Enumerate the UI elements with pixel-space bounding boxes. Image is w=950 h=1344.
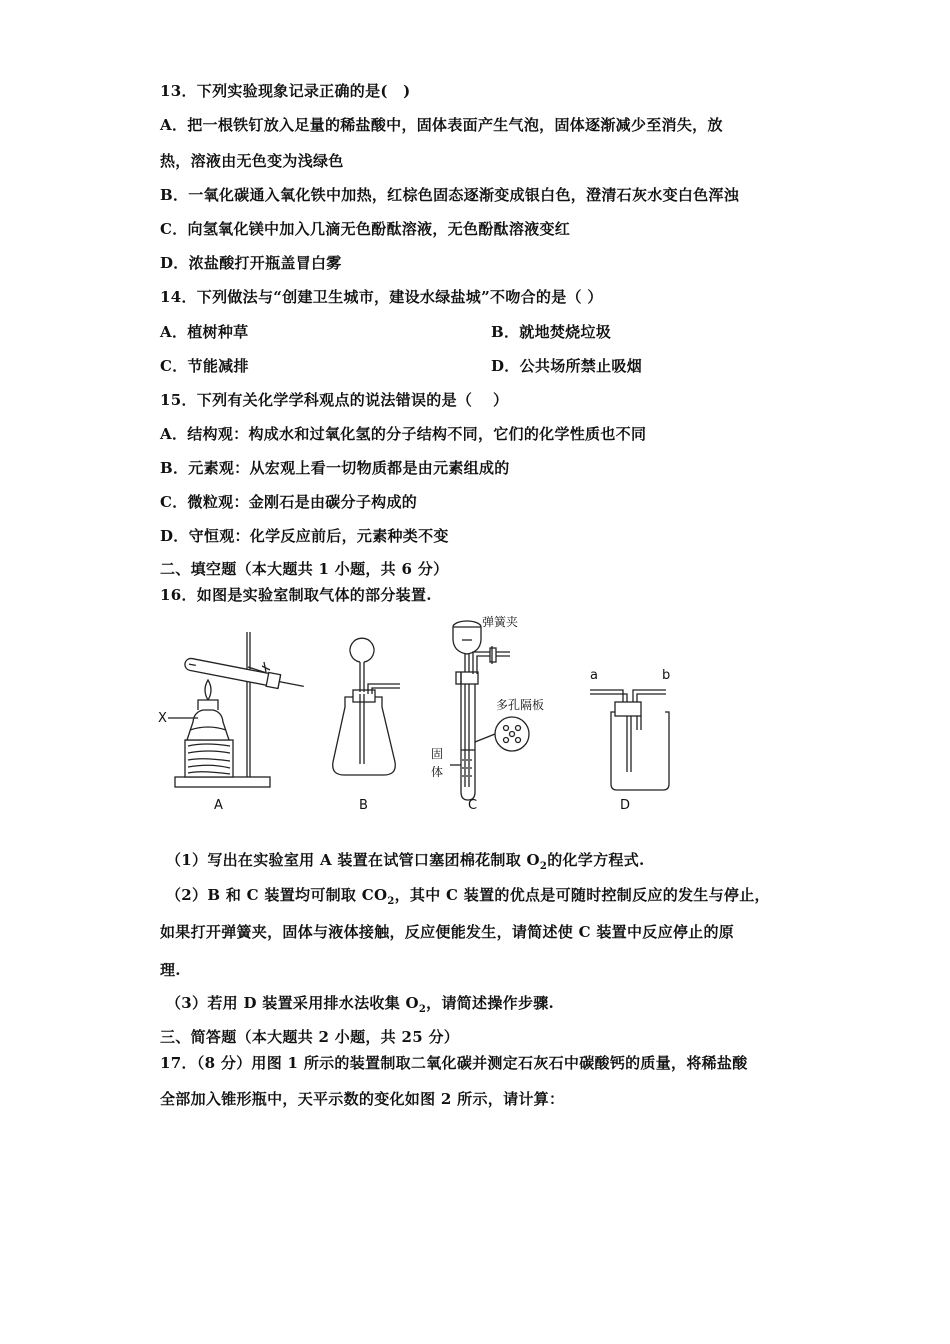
q15-option-d: D．守恒观：化学反应前后，元素种类不变 bbox=[160, 527, 449, 545]
section-2-heading: 二、填空题（本大题共 1 小题，共 6 分） bbox=[160, 560, 449, 578]
fig-label-port-a: a bbox=[590, 668, 598, 683]
q13-option-a-line1: A．把一根铁钉放入足量的稀盐酸中，固体表面产生气泡，固体逐渐减少至消失，放 bbox=[160, 116, 723, 134]
q14-stem: 14．下列做法与“创建卫生城市，建设水绿盐城”不吻合的是（ ） bbox=[160, 288, 603, 306]
q15-option-c: C．微粒观：金刚石是由碳分子构成的 bbox=[160, 493, 418, 511]
apparatus-d bbox=[590, 690, 669, 790]
q13-option-a-line2: 热，溶液由无色变为浅绿色 bbox=[160, 152, 344, 170]
fig-label-x: X bbox=[158, 711, 167, 726]
q14-option-c: C．节能减排 bbox=[160, 357, 249, 375]
section-3-heading: 三、简答题（本大题共 2 小题，共 25 分） bbox=[160, 1028, 460, 1046]
fig-label-b: B bbox=[359, 798, 368, 813]
fig-label-spring-clip: 弹簧夹 bbox=[482, 615, 519, 629]
q16-part2-line1: （2）B 和 C 装置均可制取 $CO_2$，其中 C 装置的优点是可随时控制反应的发生与停止， bbox=[166, 886, 770, 907]
q13-option-d: D．浓盐酸打开瓶盖冒白雾 bbox=[160, 254, 342, 272]
q17-line2: 全部加入锥形瓶中，天平示数的变化如图 2 所示，请计算： bbox=[160, 1090, 565, 1108]
q15-option-a: A．结构观：构成水和过氧化氢的分子结构不同，它们的化学性质也不同 bbox=[160, 425, 647, 443]
q13-stem: 13．下列实验现象记录正确的是( ) bbox=[160, 82, 411, 100]
fig-label-porous-plate: 多孔隔板 bbox=[496, 698, 545, 712]
q16-part2-line3: 理. bbox=[160, 961, 181, 979]
q16-stem: 16．如图是实验室制取气体的部分装置. bbox=[160, 586, 432, 604]
q16-part1: （1）写出在实验室用 A 装置在试管口塞团棉花制取 $O_2$的化学方程式. bbox=[166, 851, 645, 872]
q13-option-c: C．向氢氧化镁中加入几滴无色酚酞溶液，无色酚酞溶液变红 bbox=[160, 220, 571, 238]
fig-label-c: C bbox=[468, 798, 478, 813]
q14-option-d: D．公共场所禁止吸烟 bbox=[491, 357, 643, 375]
q17-line1: 17．（8 分）用图 1 所示的装置制取二氧化碳并测定石灰石中碳酸钙的质量，将稀盐酸 bbox=[160, 1054, 748, 1072]
apparatus-figure bbox=[150, 612, 710, 817]
fig-label-solid-1: 固 bbox=[431, 747, 444, 761]
q15-stem: 15．下列有关化学学科观点的说法错误的是（ ） bbox=[160, 391, 509, 409]
apparatus-b bbox=[333, 638, 400, 775]
fig-label-a: A bbox=[214, 798, 223, 813]
fig-label-port-b: b bbox=[662, 668, 671, 683]
q14-option-a: A．植树种草 bbox=[160, 323, 249, 341]
q16-part2-line2: 如果打开弹簧夹，固体与液体接触，反应便能发生，请简述使 C 装置中反应停止的原 bbox=[160, 923, 735, 941]
q14-option-b: B．就地焚烧垃圾 bbox=[491, 323, 612, 341]
q16-part3: （3）若用 D 装置采用排水法收集 $O_2$，请简述操作步骤. bbox=[166, 994, 555, 1015]
fig-label-solid-2: 体 bbox=[431, 765, 444, 779]
q15-option-b: B．元素观：从宏观上看一切物质都是由元素组成的 bbox=[160, 459, 510, 477]
q13-option-b: B．一氧化碳通入氧化铁中加热，红棕色固态逐渐变成银白色，澄清石灰水变白色浑浊 bbox=[160, 186, 740, 204]
apparatus-a bbox=[168, 632, 305, 787]
fig-label-d: D bbox=[620, 798, 631, 813]
